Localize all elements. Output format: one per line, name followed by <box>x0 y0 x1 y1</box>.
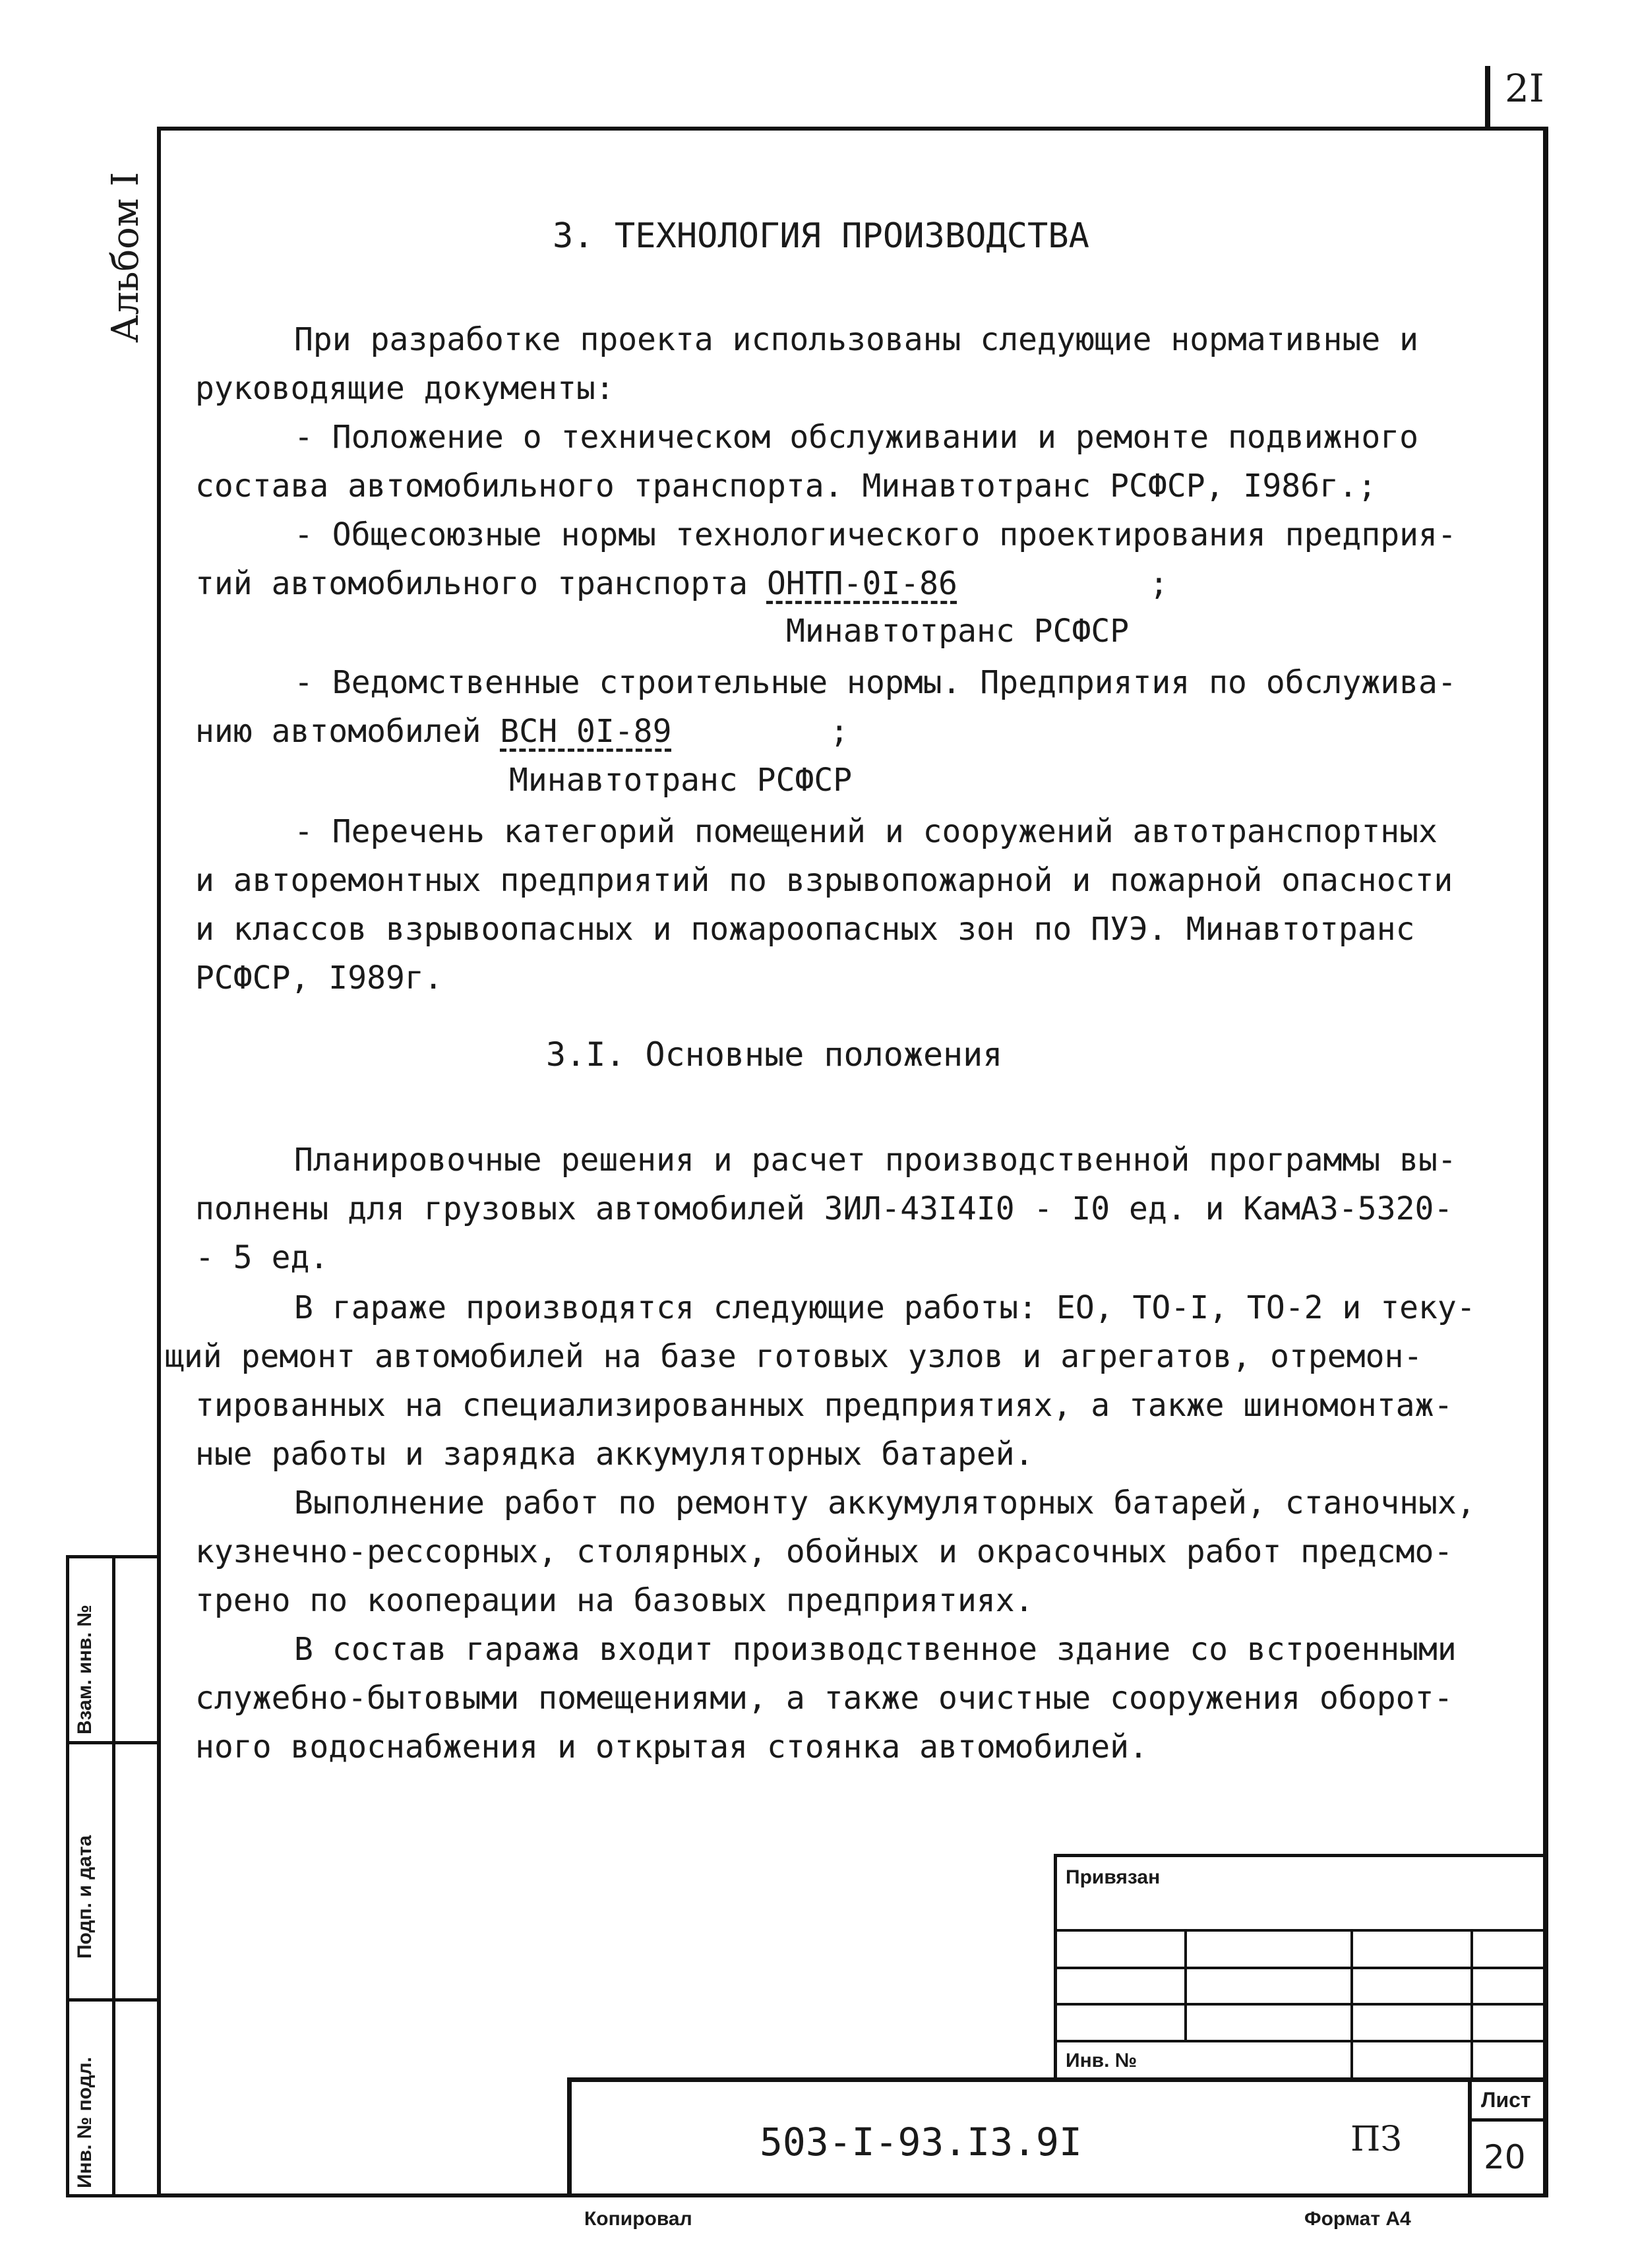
tb-privyazan: Привязан <box>1066 1866 1161 1888</box>
intro-line-2: руководящие документы: <box>195 370 615 407</box>
para-line-12: служебно-бытовыми помещениями, а также очистные сооружения оборот- <box>195 1680 1453 1717</box>
tb-row-line-1 <box>1054 1929 1548 1932</box>
para-line-2: полнены для грузовых автомобилей ЗИЛ-43I4I0 - I0 ед. и КамАЗ-5320- <box>195 1190 1453 1227</box>
tb-col-line-2 <box>1350 1929 1353 2078</box>
item2-code: ОНТП-0I-86 <box>766 565 957 602</box>
tb-sheet-number: 20 <box>1484 2138 1526 2176</box>
item2-issuer: Минавтотранс РСФСР <box>786 613 1130 650</box>
tb-col-line-1 <box>1184 1929 1187 2041</box>
para-line-3: - 5 ед. <box>195 1239 329 1276</box>
side-label-vzam: Взам. инв. № <box>74 1605 96 1734</box>
tb-row-line-2 <box>1054 1967 1548 1969</box>
side-label-inv-podl: Инв. № подл. <box>74 2056 96 2188</box>
subsection-title: 3.I. Основные положения <box>546 1035 1003 1074</box>
item2-text: тий автомобильного транспорта <box>195 565 748 602</box>
item3-issuer: Минавтотранс РСФСР <box>509 762 853 799</box>
footer-format: Формат А4 <box>1304 2208 1411 2230</box>
tb-doc-code: 503-I-93.I3.9I <box>760 2120 1082 2164</box>
para-line-9: кузнечно-рессорных, столярных, обойных и окрасочных работ предсмо- <box>195 1533 1453 1570</box>
item3-line2 <box>195 713 849 750</box>
para-line-13: ного водоснабжения и открытая стоянка автомобилей. <box>195 1729 1148 1765</box>
para-line-11: В состав гаража входит производственное здание со встроенными <box>294 1631 1457 1668</box>
tb-sheet-label: Лист <box>1481 2088 1531 2112</box>
side-stamp-divider-2 <box>66 1998 157 2002</box>
page-number-bar <box>1485 66 1490 129</box>
tb-inv-no: Инв. № <box>1066 2050 1137 2071</box>
para-line-10: трено по кооперации на базовых предприятиях. <box>195 1582 1034 1619</box>
para-line-4: В гараже производятся следующие работы: ЕО, ТО-I, ТО-2 и теку- <box>294 1289 1476 1326</box>
tb-main-top-line <box>567 2077 1548 2082</box>
intro-line-1: При разработке проекта использованы следующие нормативные и <box>294 321 1419 358</box>
item3-code: ВСН 0I-89 <box>500 713 672 750</box>
item4-line2: и авторемонтных предприятий по взрывопожарной и пожарной опасности <box>195 862 1453 899</box>
item3-text: нию автомобилей <box>195 713 481 750</box>
item4-line3: и классов взрывоопасных и пожароопасных зон по ПУЭ. Минавтотранс <box>195 911 1415 948</box>
para-line-8: Выполнение работ по ремонту аккумуляторных батарей, станочных, <box>294 1485 1476 1521</box>
item3-line1: - Ведомственные строительные нормы. Предприятия по обслужива- <box>294 664 1457 701</box>
album-label: Альбом I <box>104 171 147 343</box>
tb-doc-type: ПЗ <box>1350 2120 1402 2159</box>
item2-line1: - Общесоюзные нормы технологического проектирования предприя- <box>294 516 1457 553</box>
page-number: 2I <box>1505 66 1544 111</box>
tb-sheet-col-line <box>1468 2077 1472 2197</box>
item2-semicolon: ; <box>1149 565 1168 602</box>
item3-semicolon: ; <box>830 713 849 750</box>
tb-main-left-line <box>567 2077 572 2197</box>
item4-line4: РСФСР, I989г. <box>195 960 443 996</box>
section-title: 3. ТЕХНОЛОГИЯ ПРОИЗВОДСТВА <box>553 216 1089 256</box>
tb-row-line-3 <box>1054 2003 1548 2006</box>
tb-col-line-3 <box>1470 1929 1473 2078</box>
footer-copied: Копировал <box>584 2208 692 2230</box>
para-line-1: Планировочные решения и расчет производственной программы вы- <box>294 1142 1457 1179</box>
para-line-5: щий ремонт автомобилей на базе готовых узлов и агрегатов, отремон- <box>165 1338 1423 1375</box>
item2-line2 <box>195 565 1168 602</box>
item1-line2: состава автомобильного транспорта. Минавтотранс РСФСР, I986г.; <box>195 468 1377 505</box>
tb-top-line <box>1054 1854 1548 1857</box>
para-line-7: ные работы и зарядка аккумуляторных батарей. <box>195 1436 1034 1473</box>
item1-line1: - Положение о техническом обслуживании и ремонте подвижного <box>294 419 1419 456</box>
side-label-podp: Подп. и дата <box>74 1835 96 1959</box>
para-line-6: тированных на специализированных предприятиях, а также шиномонтаж- <box>195 1387 1453 1424</box>
side-stamp-divider-1 <box>66 1741 157 1744</box>
side-stamp-separator <box>112 1555 115 2197</box>
tb-sheet-divider <box>1468 2118 1548 2122</box>
tb-row-line-4 <box>1054 2040 1548 2042</box>
item4-line1: - Перечень категорий помещений и сооружений автотранспортных <box>294 813 1438 850</box>
